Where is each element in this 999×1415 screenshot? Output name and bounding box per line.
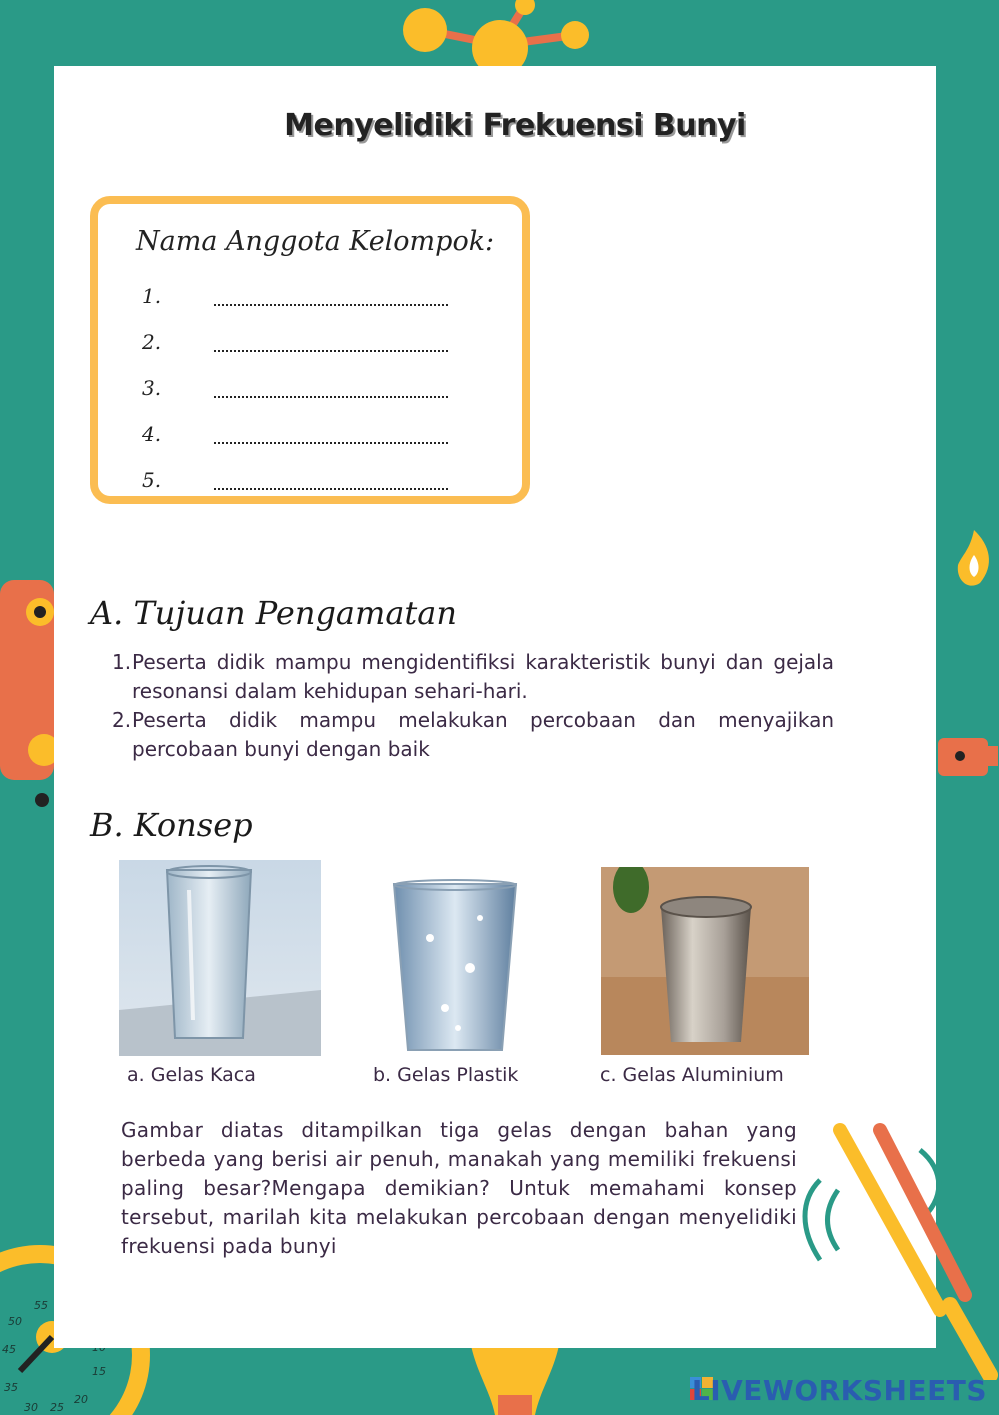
objective-number: 2. (112, 708, 132, 732)
stopwatch-number: 20 (74, 1393, 88, 1406)
member-row-5 (142, 468, 462, 498)
member-row-3 (142, 376, 462, 406)
caption-aluminium: c. Gelas Aluminium (600, 1064, 784, 1086)
objective-item (112, 706, 834, 764)
member-name-blank[interactable] (214, 396, 448, 398)
glass-cup-photo (119, 860, 321, 1056)
lightbulb-decoration (440, 1340, 590, 1415)
stopwatch-number: 55 (34, 1299, 48, 1312)
camera-decoration (0, 560, 60, 810)
member-number: 1. (142, 284, 162, 308)
tool-decoration (938, 728, 999, 788)
concept-paragraph: Gambar diatas ditampilkan tiga gelas dengan bahan yang berbeda yang berisi air penuh, manakah yang memiliki frekuensi paling besar?Mengapa demikian? Untuk memahami konsep tersebut, marilah kita melakukan percobaan dengan menyelidiki frekuensi pada bunyi (121, 1118, 797, 1258)
caption-plastic: b. Gelas Plastik (373, 1064, 519, 1086)
page-title: Menyelidiki Frekuensi Bunyi (284, 108, 746, 143)
stopwatch-number: 30 (24, 1401, 38, 1414)
stopwatch-number: 25 (50, 1401, 64, 1414)
member-name-blank[interactable] (214, 350, 448, 352)
member-row-2 (142, 330, 462, 360)
liveworksheets-watermark[interactable]: LIVEWORKSHEETS (691, 1374, 987, 1407)
molecule-decoration (395, 0, 605, 70)
member-number: 3. (142, 376, 162, 400)
objectives-list (112, 648, 834, 764)
member-name-blank[interactable] (214, 304, 448, 306)
aluminium-cup-photo (601, 867, 809, 1055)
member-name-blank[interactable] (214, 442, 448, 444)
member-row-4 (142, 422, 462, 452)
objective-item (112, 648, 834, 706)
member-number: 5. (142, 468, 162, 492)
section-b-heading: B. Konsep (90, 806, 253, 844)
member-row-1 (142, 284, 462, 314)
member-number: 2. (142, 330, 162, 354)
objective-text: Peserta didik mampu melakukan percobaan dan menyajikan percobaan bunyi dengan baik (132, 708, 834, 761)
section-a-heading: A. Tujuan Pengamatan (90, 594, 457, 632)
plastic-cup-photo (370, 878, 542, 1056)
stopwatch-number: 45 (2, 1343, 16, 1356)
stopwatch-number: 50 (8, 1315, 22, 1328)
tuning-fork-decoration (800, 1120, 999, 1380)
stopwatch-number: 35 (4, 1381, 18, 1394)
member-number: 4. (142, 422, 162, 446)
group-members-box (90, 196, 530, 504)
objective-text: Peserta didik mampu mengidentifiksi karakteristik bunyi dan gejala resonansi dalam kehidupan sehari-hari. (132, 650, 834, 703)
objective-number: 1. (112, 650, 132, 674)
group-members-label: Nama Anggota Kelompok: (136, 226, 495, 257)
stopwatch-number: 15 (92, 1365, 106, 1378)
member-name-blank[interactable] (214, 488, 448, 490)
flame-decoration (950, 525, 999, 595)
caption-glass: a. Gelas Kaca (127, 1064, 256, 1086)
